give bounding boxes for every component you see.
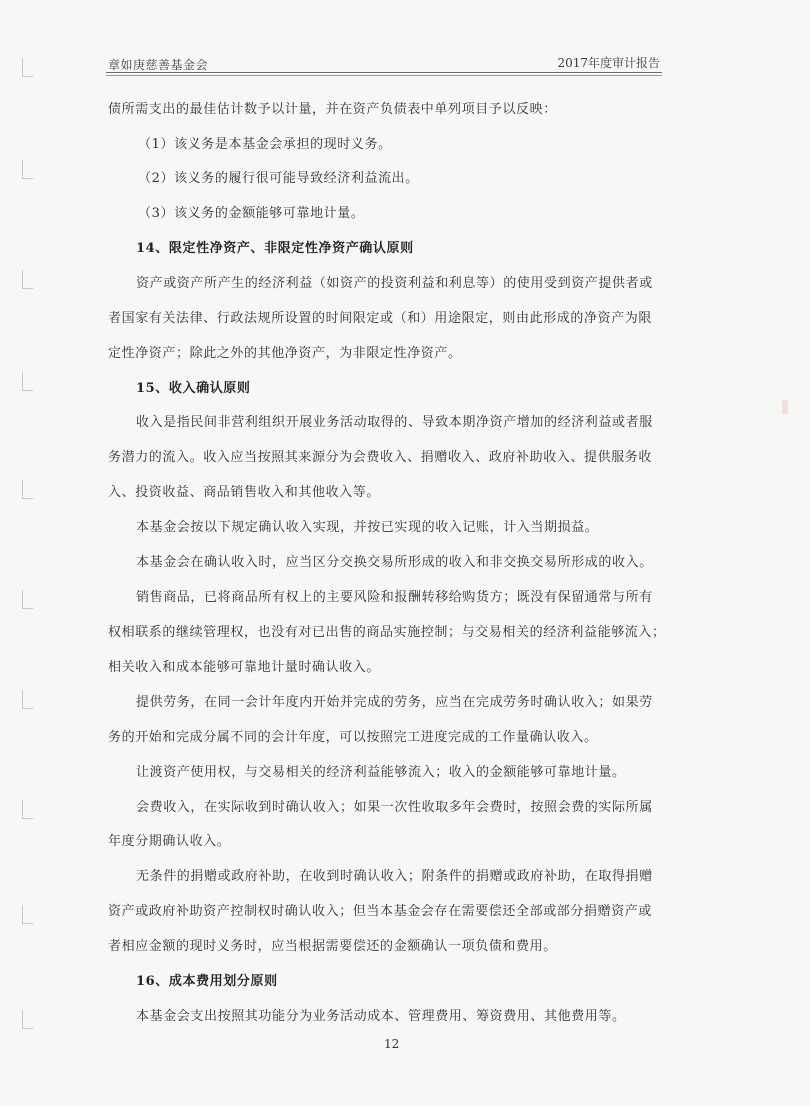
body-line: 相关收入和成本能够可靠地计量时确认收入。 [108,660,381,675]
binding-mark [22,905,33,924]
body-line: 者国家有关法律、行政法规所设置的时间限定或（和）用途限定，则由此形成的净资产为限 [108,311,653,326]
binding-mark [22,690,33,709]
body-line: 收入是指民间非营利组织开展业务活动取得的、导致本期净资产增加的经济利益或者服 [136,415,653,430]
body-line: 债所需支出的最佳估计数予以计量，并在资产负债表中单列项目予以反映： [108,102,557,117]
body-line: （3）该义务的金额能够可靠地计量。 [138,206,365,221]
body-line: 提供劳务，在同一会计年度内开始并完成的劳务，应当在完成劳务时确认收入；如果劳 [136,695,653,710]
body-line: 务潜力的流入。收入应当按照其来源分为会费收入、捐赠收入、政府补助收入、提供服务收 [108,450,653,465]
section-heading: 14、限定性净资产、非限定性净资产确认原则 [136,241,414,256]
body-line: 权相联系的继续管理权，也没有对已出售的商品实施控制；与交易相关的经济利益能够流入； [108,625,666,640]
body-line: （1）该义务是本基金会承担的现时义务。 [138,137,392,152]
section-heading: 15、收入确认原则 [136,381,251,396]
body-line: 资产或政府补助资产控制权时确认收入；但当本基金会存在需要偿还全部或部分捐赠资产或 [108,904,653,919]
body-line: 无条件的捐赠或政府补助，在收到时确认收入；附条件的捐赠或政府补助，在取得捐赠 [136,869,653,884]
binding-mark [22,480,33,499]
body-line: 本基金会按以下规定确认收入实现，并按已实现的收入记账，计入当期损益。 [136,520,599,535]
binding-mark [22,58,33,77]
body-line: 入、投资收益、商品销售收入和其他收入等。 [108,485,381,500]
body-line: 本基金会支出按照其功能分为业务活动成本、管理费用、筹资费用、其他费用等。 [136,1009,626,1024]
header-rule [106,72,662,73]
header-org-name: 章如庚慈善基金会 [108,58,209,72]
binding-mark [22,800,33,819]
body-line: 年度分期确认收入。 [108,834,231,849]
section-heading: 16、成本费用划分原则 [136,974,278,989]
body-line: 者相应金额的现时义务时，应当根据需要偿还的金额确认一项负债和费用。 [108,939,557,954]
body-line: 销售商品，已将商品所有权上的主要风险和报酬转移给购货方；既没有保留通常与所有 [136,590,653,605]
binding-mark [22,270,33,289]
binding-mark [22,590,33,609]
header-rule-secondary [106,75,662,76]
page-number: 12 [384,1037,400,1051]
body-line: 让渡资产使用权，与交易相关的经济利益能够流入；收入的金额能够可靠地计量。 [136,765,626,780]
body-line: 会费收入，在实际收到时确认收入；如果一次性收取多年会费时，按照会费的实际所属 [136,800,653,815]
binding-mark [22,1010,33,1029]
body-line: 定性净资产；除此之外的其他净资产，为非限定性净资产。 [108,346,462,361]
header-report-title: 2017年度审计报告 [557,56,660,70]
body-line: （2）该义务的履行很可能导致经济利益流出。 [138,171,419,186]
body-line: 本基金会在确认收入时，应当区分交换交易所形成的收入和非交换交易所形成的收入。 [136,555,653,570]
binding-mark [22,160,33,179]
binding-mark [22,372,33,391]
scan-smudge [782,400,788,414]
body-line: 资产或资产所产生的经济利益（如资产的投资利益和利息等）的使用受到资产提供者或 [136,276,653,291]
body-line: 务的开始和完成分属不同的会计年度，可以按照完工进度完成的工作量确认收入。 [108,730,598,745]
